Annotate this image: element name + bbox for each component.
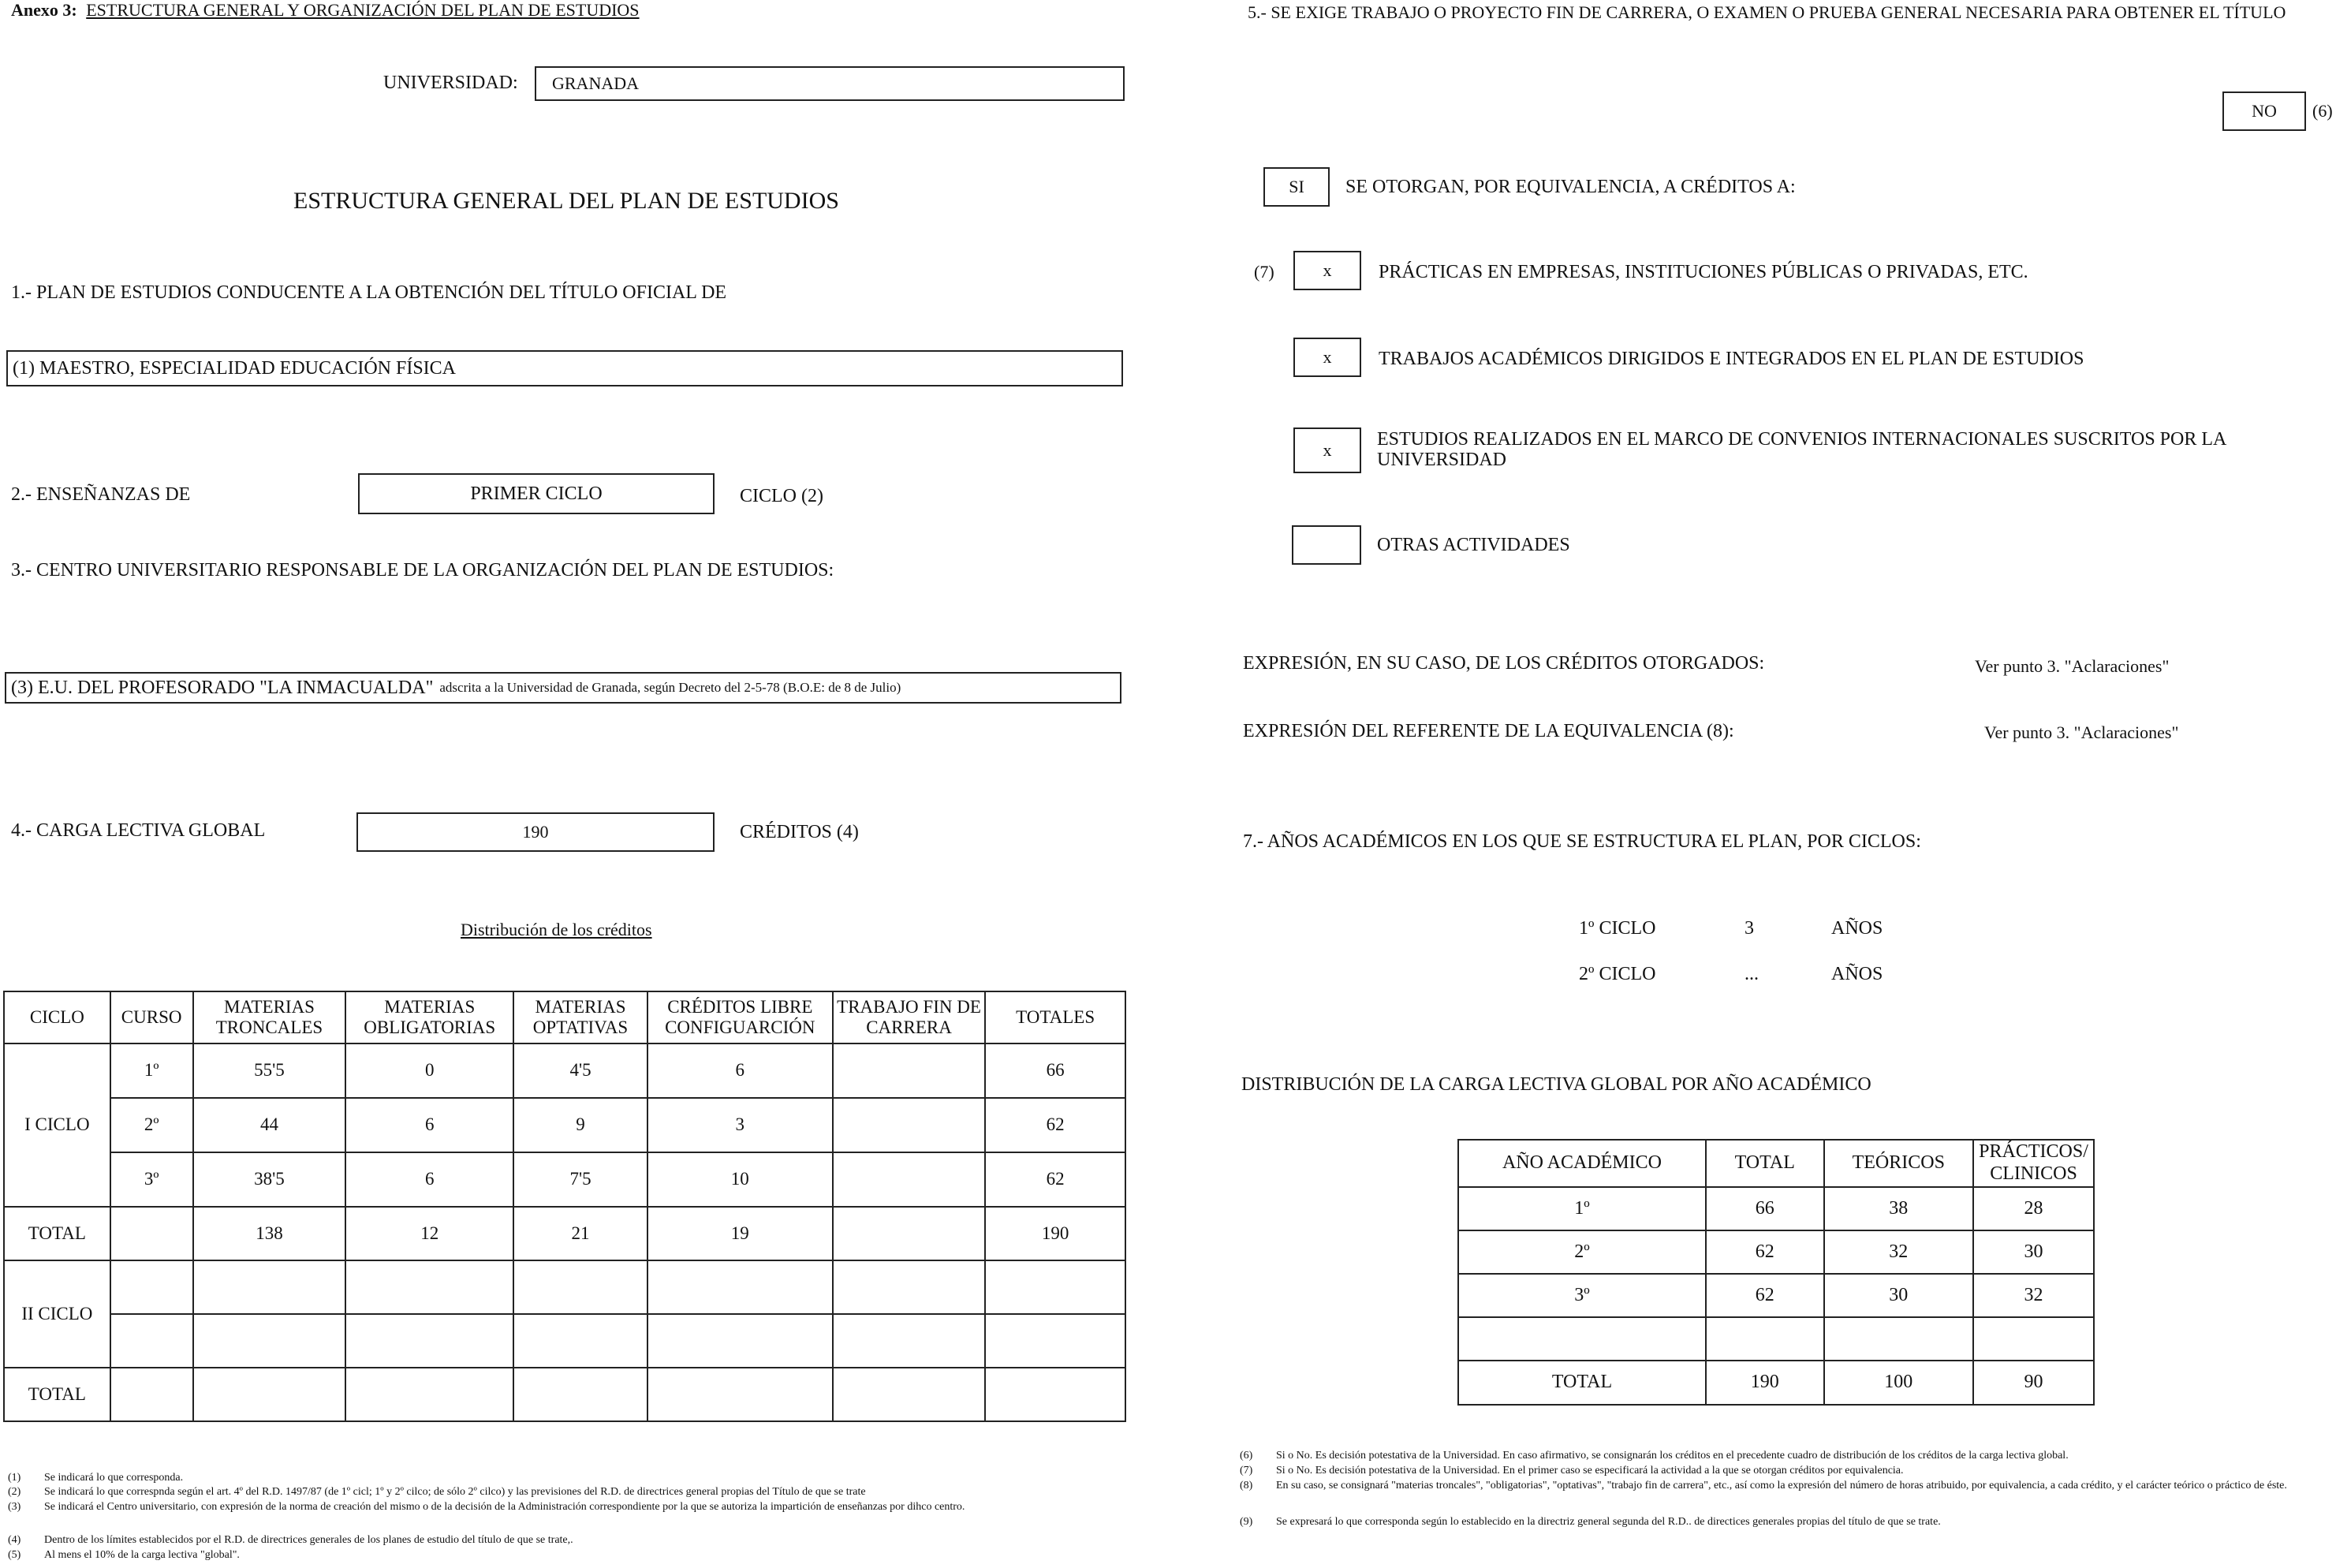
section-7-label: 7.- AÑOS ACADÉMICOS EN LOS QUE SE ESTRUCTURA EL PLAN, POR CICLOS: [1243,831,1921,852]
table-cell [985,1368,1125,1421]
footnote-text: Se indicará lo que corresponda. [44,1472,184,1484]
equivalence-text: SE OTORGAN, POR EQUIVALENCIA, A CRÉDITOS A: [1345,177,1796,197]
responsible-center-field [5,672,1121,704]
note-6: (6) [2312,101,2333,121]
footnote-number: (6) [1240,1450,1253,1462]
final-project-no-box [2222,91,2306,131]
footnote-text: Si o No. Es decisión potestativa de la Universidad. En el primer caso se especificará la actividad a la que se otorgan créditos por equivalencia. [1276,1465,1904,1477]
table-cell: 62 [1706,1230,1824,1274]
table-cell: 32 [1973,1274,2094,1317]
table-cell: 1º [1458,1187,1706,1230]
university-label: UNIVERSIDAD: [383,73,518,93]
footnote-text: Si o No. Es decisión potestativa de la Universidad. En caso afirmativo, se consignarán los créditos en el precedente cuadro de distribución de los créditos de la carga lectiva global. [1276,1450,2069,1462]
credits-expression-value: Ver punto 3. "Aclaraciones" [1975,656,2170,676]
table-total-row [1458,1361,2094,1405]
footnote [8,1549,1128,1561]
footnote [8,1472,1128,1484]
table-cell: 2º [110,1098,193,1152]
annual-distribution-label: DISTRIBUCIÓN DE LA CARGA LECTIVA GLOBAL POR AÑO ACADÉMICO [1241,1074,1871,1095]
table-row [4,1314,1125,1368]
table-cell: 9 [513,1098,647,1152]
degree-title-field [6,350,1123,386]
table-cell: 30 [1824,1274,1974,1317]
annex-heading [11,0,640,21]
table-cell [647,1368,833,1421]
header-cell: PRÁCTICOS/ CLINICOS [1973,1140,2094,1187]
annex-title: ESTRUCTURA GENERAL Y ORGANIZACIÓN DEL PLAN DE ESTUDIOS [86,0,640,20]
footnote-text: Se indicará lo que correspnda según el art. 4º del R.D. 1497/87 (de 1º cicl; 1º y 2º cilco; de sólo 2º cilco) y las previsiones del R.D. de directrices general propias del Título de que se trate [44,1486,866,1498]
table-row [4,1043,1125,1098]
table-cell [110,1368,193,1421]
table-cell [110,1260,193,1314]
note-7: (7) [1254,262,1274,282]
table-cell: 19 [647,1207,833,1260]
responsible-center-value: (3) E.U. DEL PROFESORADO "LA INMACUALDA" [11,677,434,698]
table-cell: 2º [1458,1230,1706,1274]
footnote-text: En su caso, se consignará "materias troncales", "obligatorias", "optativas", "trabajo fin de carrera", etc., así como la expresión del número de horas atribuido, por equivalencia, a cada crédito, y el carácter teórico o práctico de éste. [1276,1480,2287,1491]
footnote-number: (9) [1240,1516,1253,1528]
equivalence-reference-label: EXPRESIÓN DEL REFERENTE DE LA EQUIVALENCIA (8): [1243,721,1734,741]
cycle-2-value: ... [1745,964,1759,984]
table-cell [647,1260,833,1314]
table-cell: 62 [1706,1274,1824,1317]
global-load-field [356,812,715,852]
header-cell: MATERIAS TRONCALES [193,991,346,1043]
footnote [8,1534,1128,1546]
header-cell: TRABAJO FIN DE CARRERA [833,991,986,1043]
table-cell: 7'5 [513,1152,647,1207]
option-checkbox-practices [1293,251,1361,290]
cycle-cell: I CICLO [4,1043,110,1207]
footnote-number: (4) [8,1534,21,1546]
annex-label: Anexo 3: [11,0,77,20]
footnote [8,1486,1128,1498]
footnote-number: (3) [8,1501,21,1513]
table-cell [513,1260,647,1314]
table-row [4,1152,1125,1207]
cycle-2-unit: AÑOS [1831,964,1883,984]
table-cell [193,1314,346,1368]
table-cell: TOTAL [1458,1361,1706,1405]
table-cell [985,1314,1125,1368]
table-row [1458,1317,2094,1361]
table-cell: 55'5 [193,1043,346,1098]
table-cell: 6 [647,1043,833,1098]
header-cell: AÑO ACADÉMICO [1458,1140,1706,1187]
section-2-label: 2.- ENSEÑANZAS DE [11,484,191,505]
table-total-row [4,1207,1125,1260]
table-cell [513,1368,647,1421]
table-row [4,1260,1125,1314]
footnote-number: (8) [1240,1480,1253,1491]
option-label-international: ESTUDIOS REALIZADOS EN EL MARCO DE CONVENIOS INTERNACIONALES SUSCRITOS POR LA UNIVERSIDAD [1377,429,2226,471]
table-cell: 28 [1973,1187,2094,1230]
table-cell [1973,1317,2094,1361]
credits-expression-label: EXPRESIÓN, EN SU CASO, DE LOS CRÉDITOS OTORGADOS: [1243,653,1765,674]
section-5-title: 5.- SE EXIGE TRABAJO O PROYECTO FIN DE CARRERA, O EXAMEN O PRUEBA GENERAL NECESARIA PARA OBTENER EL TÍTULO [1248,2,2286,22]
section-2-suffix: CICLO (2) [740,486,823,506]
option-checkbox-other [1292,525,1361,565]
table-cell: 38 [1824,1187,1974,1230]
cycle-cell: II CICLO [4,1260,110,1368]
option-checkbox-international [1293,427,1361,473]
cycle-1-label: 1º CICLO [1579,918,1656,939]
table-cell [110,1207,193,1260]
table-cell [1458,1317,1706,1361]
table-cell [833,1043,986,1098]
option-mark: x [1323,347,1332,367]
header-cell: TOTALES [985,991,1125,1043]
table-cell: 30 [1973,1230,2094,1274]
header-cell: CURSO [110,991,193,1043]
table-row [1458,1187,2094,1230]
footnote-number: (7) [1240,1465,1253,1477]
header-cell: MATERIAS OPTATIVAS [513,991,647,1043]
university-field [535,66,1125,101]
footnote [1240,1450,2328,1462]
option-label-practices: PRÁCTICAS EN EMPRESAS, INSTITUCIONES PÚBLICAS O PRIVADAS, ETC. [1379,262,2028,282]
section-4-suffix: CRÉDITOS (4) [740,822,859,842]
header-cell: TOTAL [1706,1140,1824,1187]
table-cell [513,1314,647,1368]
table-header-row [4,991,1125,1043]
table-header-row [1458,1140,2094,1187]
cycle-2-label: 2º CICLO [1579,964,1656,984]
table-cell: 3º [110,1152,193,1207]
table-cell [833,1260,986,1314]
header-cell: MATERIAS OBLIGATORIAS [345,991,513,1043]
table-total-row [4,1368,1125,1421]
degree-title-value: (1) MAESTRO, ESPECIALIDAD EDUCACIÓN FÍSICA [13,357,457,379]
table-row [1458,1274,2094,1317]
table-cell: 190 [985,1207,1125,1260]
table-cell [1706,1317,1824,1361]
credit-distribution-table [3,991,1126,1422]
header-cell: TEÓRICOS [1824,1140,1974,1187]
global-load-value: 190 [522,822,549,842]
table-cell [833,1314,986,1368]
table-row [4,1098,1125,1152]
table-cell: 190 [1706,1361,1824,1405]
table-cell: 0 [345,1043,513,1098]
footnote [8,1501,1112,1513]
table-cell [833,1368,986,1421]
footnote-text: Se indicará el Centro universitario, con expresión de la norma de creación del mismo o de la decisión de la Administración correspondiente por la que se autoriza la impartición de enseñanzas por dihco centro. [44,1501,965,1513]
table-cell: 1º [110,1043,193,1098]
option-mark: x [1323,440,1332,460]
footnote-text: Dentro de los límites establecidos por el R.D. de directrices generales de los planes de estudio del título de que se trate,. [44,1534,573,1546]
cycle-1-value: 3 [1745,918,1754,939]
table-cell [833,1207,986,1260]
table-cell [345,1314,513,1368]
header-cell: CRÉDITOS LIBRE CONFIGUARCIÓN [647,991,833,1043]
footnote-number: (5) [8,1549,21,1561]
table-cell: 66 [985,1043,1125,1098]
table-row [1458,1230,2094,1274]
teaching-cycle-value: PRIMER CICLO [470,483,603,504]
table-cell: 4'5 [513,1043,647,1098]
table-cell [110,1314,193,1368]
table-cell [647,1314,833,1368]
table-cell: 32 [1824,1230,1974,1274]
section-4-label: 4.- CARGA LECTIVA GLOBAL [11,820,266,841]
footnote [1240,1465,2328,1477]
table-cell: 12 [345,1207,513,1260]
table-cell: 62 [985,1098,1125,1152]
table-cell: 6 [345,1152,513,1207]
table-cell [193,1260,346,1314]
section-3-label: 3.- CENTRO UNIVERSITARIO RESPONSABLE DE LA ORGANIZACIÓN DEL PLAN DE ESTUDIOS: [11,560,834,581]
section-1-label: 1.- PLAN DE ESTUDIOS CONDUCENTE A LA OBTENCIÓN DEL TÍTULO OFICIAL DE [11,282,727,303]
table-cell: 10 [647,1152,833,1207]
footnote-number: (2) [8,1486,21,1498]
table-cell [193,1368,346,1421]
footnote-text: Al mens el 10% de la carga lectiva "global". [44,1549,240,1561]
credit-distribution-title: Distribución de los créditos [461,920,652,939]
si-value: SI [1289,177,1304,196]
header-cell: CICLO [4,991,110,1043]
option-label-other: OTRAS ACTIVIDADES [1377,535,1570,555]
footnote-number: (1) [8,1472,21,1484]
table-cell: 6 [345,1098,513,1152]
page-title: ESTRUCTURA GENERAL DEL PLAN DE ESTUDIOS [293,188,839,214]
no-value: NO [2252,101,2277,121]
table-cell: 90 [1973,1361,2094,1405]
equivalence-reference-value: Ver punto 3. "Aclaraciones" [1984,722,2179,742]
footnote [1240,1516,2328,1528]
option-label-academic-work: TRABAJOS ACADÉMICOS DIRIGIDOS E INTEGRADOS EN EL PLAN DE ESTUDIOS [1379,349,2084,369]
cycle-1-unit: AÑOS [1831,918,1883,939]
table-cell: 138 [193,1207,346,1260]
footnote [1240,1480,2328,1491]
option-checkbox-academic-work [1293,338,1361,377]
table-cell: 21 [513,1207,647,1260]
total-label-cell: TOTAL [4,1207,110,1260]
table-cell [345,1368,513,1421]
table-cell [345,1260,513,1314]
table-cell: 62 [985,1152,1125,1207]
responsible-center-detail: adscrita a la Universidad de Granada, según Decreto del 2-5-78 (B.O.E: de 8 de Julio) [439,680,901,695]
teaching-cycle-field [358,473,715,514]
option-mark: x [1323,260,1332,280]
table-cell [833,1098,986,1152]
table-cell: 100 [1824,1361,1974,1405]
equivalence-si-box [1263,167,1330,207]
university-value: GRANADA [552,73,639,93]
table-cell: 3 [647,1098,833,1152]
table-cell: 44 [193,1098,346,1152]
annual-distribution-table [1457,1139,2095,1406]
table-cell [985,1260,1125,1314]
table-cell [833,1152,986,1207]
table-cell: 3º [1458,1274,1706,1317]
table-cell: 38'5 [193,1152,346,1207]
total-label-cell: TOTAL [4,1368,110,1421]
footnote-text: Se expresará lo que corresponda según lo establecido en la directriz general segunda del R.D.. de directices generales propias del título de que se trate. [1276,1516,1941,1528]
table-cell: 66 [1706,1187,1824,1230]
table-cell [1824,1317,1974,1361]
